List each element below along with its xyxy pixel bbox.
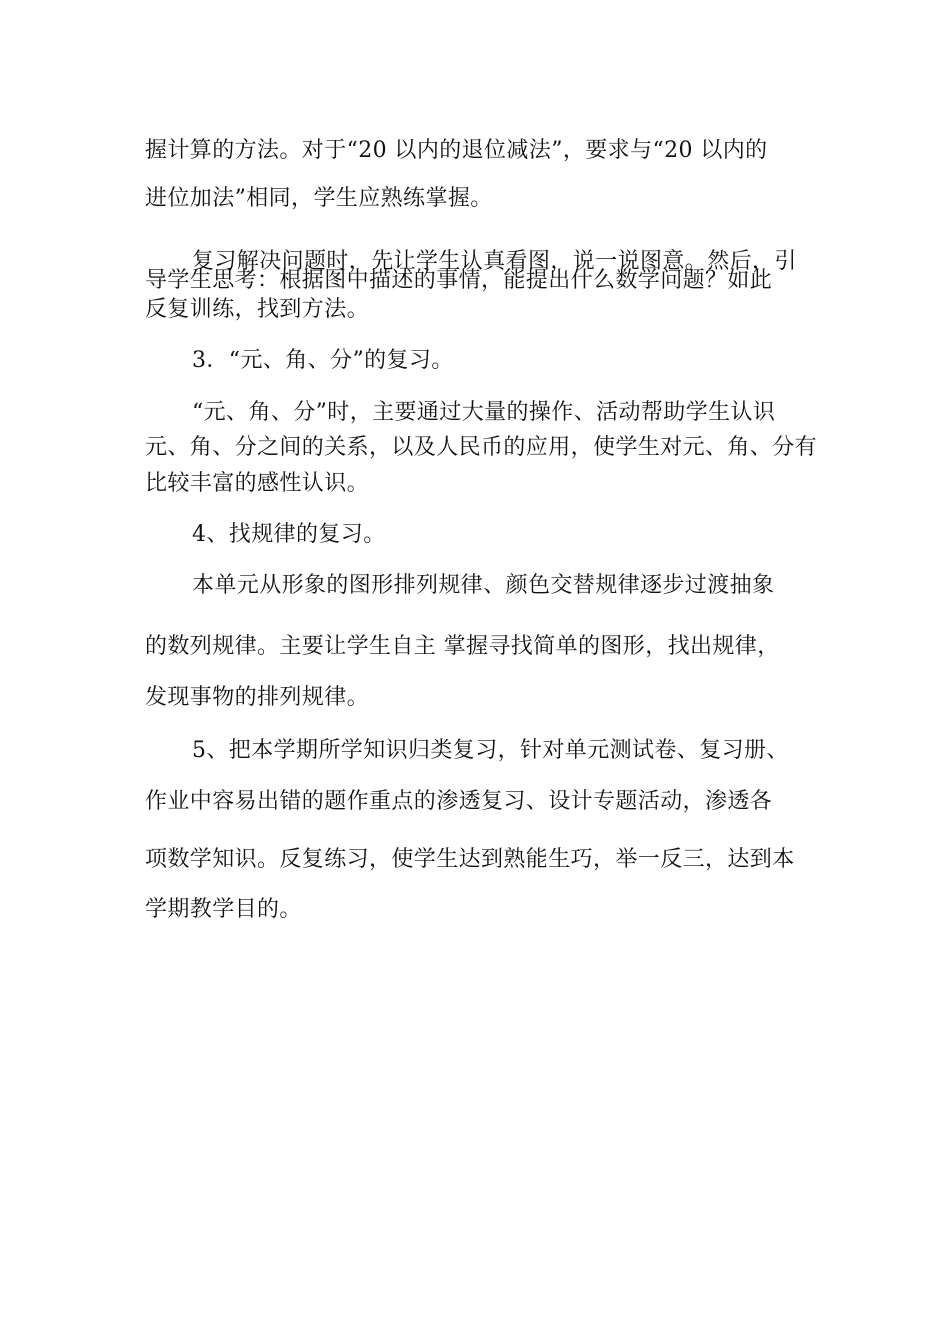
- text-line: “元、角、分”时，主要通过大量的操作、活动帮助学生认识: [192, 400, 776, 425]
- text-line: 复习解决问题时，先让学生认真看图，说一说图意。然后，引: [192, 249, 797, 274]
- text-line: 导学生思考：根据图中描述的事情，能提出什么数学问题？如此: [145, 268, 773, 293]
- text-line: 进位加法”相同，学生应熟练掌握。: [145, 186, 493, 211]
- text-line: 作业中容易出错的题作重点的渗透复习、设计专题活动，渗透各: [145, 789, 773, 814]
- text-line: 发现事物的排列规律。: [145, 685, 370, 710]
- text-line: 比较丰富的感性认识。: [145, 471, 370, 496]
- text-line: 学期教学目的。: [145, 897, 302, 922]
- text-line: 元、角、分之间的关系，以及人民币的应用，使学生对元、角、分有: [145, 435, 818, 460]
- text-line: 5、把本学期所学知识归类复习，针对单元测试卷、复习册、: [192, 738, 789, 763]
- text-line: 反复训练，找到方法。: [145, 297, 370, 322]
- text-line: 的数列规律。主要让学生自主 掌握寻找简单的图形，找出规律，: [145, 634, 780, 659]
- text-line: 握计算的方法。对于“20 以内的退位减法”，要求与“20 以内的: [145, 138, 768, 163]
- text-line: 本单元从形象的图形排列规律、颜色交替规律逐步过渡抽象: [192, 573, 775, 598]
- section-heading: 4、找规律的复习。: [192, 522, 386, 547]
- section-heading: 3．“元、角、分”的复习。: [192, 348, 454, 373]
- text-line: 项数学知识。反复练习，使学生达到熟能生巧，举一反三，达到本: [145, 847, 795, 872]
